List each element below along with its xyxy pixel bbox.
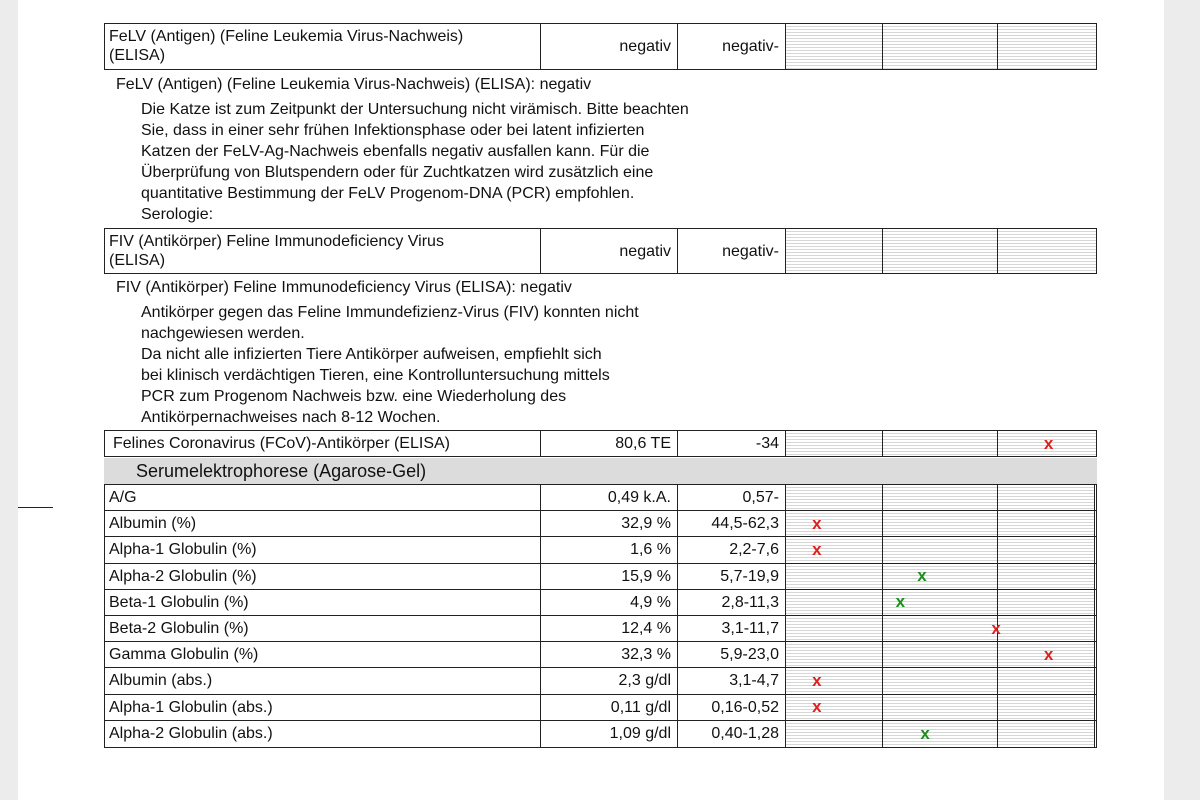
param-reference: 5,9-23,0 [678, 642, 786, 667]
test-name: Felines Coronavirus (FCoV)-Antikörper (ELISA) [105, 431, 541, 456]
test-reference: -34 [678, 431, 786, 456]
fiv-note-5: PCR zum Progenom Nachweis bzw. eine Wiederholung des [141, 388, 567, 405]
fiv-note-2: nachgewiesen werden. [141, 325, 305, 342]
range-bar-mid [883, 642, 998, 667]
param-value: 12,4 % [541, 616, 678, 641]
table-row [105, 564, 1096, 590]
felv-row [104, 23, 1097, 70]
range-bar-high [998, 590, 1095, 615]
range-bar-high [998, 537, 1095, 562]
test-name-line: FeLV (Antigen) (Feline Leukemia Virus-Nachweis) [109, 28, 464, 45]
fiv-note-3: Da nicht alle infizierten Tiere Antikörper aufweisen, empfiehlt sich [141, 346, 602, 363]
test-method: (ELISA) [109, 252, 166, 269]
param-reference: 2,2-7,6 [678, 537, 786, 562]
range-bar-mid [883, 668, 998, 693]
result-marker: x [812, 697, 822, 717]
param-name: Beta-2 Globulin (%) [105, 616, 541, 641]
result-marker: x [920, 723, 930, 743]
range-bar-mid [883, 511, 998, 536]
range-bar-high [998, 721, 1095, 747]
param-value: 4,9 % [541, 590, 678, 615]
param-reference: 0,40-1,28 [678, 721, 786, 747]
felv-summary: FeLV (Antigen) (Feline Leukemia Virus-Nachweis) (ELISA): negativ [116, 76, 592, 93]
param-name: Alpha-1 Globulin (%) [105, 537, 541, 562]
range-bar-low [786, 537, 883, 562]
test-reference: negativ- [678, 229, 786, 273]
range-bar-low [786, 695, 883, 720]
range-bar-high [998, 668, 1095, 693]
param-reference: 0,57- [678, 485, 786, 510]
test-name [105, 24, 541, 69]
fcov-row [104, 430, 1097, 457]
test-value: negativ [541, 229, 678, 273]
param-name: Albumin (%) [105, 511, 541, 536]
range-bar-low [786, 642, 883, 667]
param-name: Alpha-2 Globulin (%) [105, 564, 541, 589]
result-marker: x [812, 540, 822, 560]
param-value: 1,6 % [541, 537, 678, 562]
range-bar-mid [883, 564, 998, 589]
fiv-note-6: Antikörpernachweises nach 8-12 Wochen. [141, 409, 441, 426]
test-method: (ELISA) [109, 47, 166, 64]
table-row [105, 485, 1096, 511]
range-bar-high [998, 695, 1095, 720]
param-reference: 3,1-4,7 [678, 668, 786, 693]
range-bar-low [786, 511, 883, 536]
param-name: Beta-1 Globulin (%) [105, 590, 541, 615]
table-row [105, 721, 1096, 747]
result-marker: x [812, 671, 822, 691]
range-bar-mid [883, 24, 998, 69]
margin-dash [18, 507, 53, 508]
result-marker: x [1043, 644, 1054, 664]
table-row [105, 616, 1096, 642]
param-reference: 0,16-0,52 [678, 695, 786, 720]
table-row [105, 590, 1096, 616]
result-marker: x [991, 618, 1001, 638]
fiv-row [104, 228, 1097, 274]
range-bar-low [786, 616, 883, 641]
param-name: A/G [105, 485, 541, 510]
param-name: Albumin (abs.) [105, 668, 541, 693]
range-bar-low [786, 564, 883, 589]
range-bar-high [998, 485, 1095, 510]
range-bar-mid [883, 537, 998, 562]
range-bar-high [998, 564, 1095, 589]
result-marker: x [895, 592, 906, 612]
param-value: 15,9 % [541, 564, 678, 589]
range-bar-low [786, 485, 883, 510]
param-value: 2,3 g/dl [541, 668, 678, 693]
range-bar-high [998, 616, 1095, 641]
table-row [105, 668, 1096, 694]
test-name [105, 229, 541, 273]
felv-note-5: quantitative Bestimmung der FeLV Progenom-DNA (PCR) empfohlen. [141, 185, 635, 202]
range-bar-high [998, 431, 1096, 456]
range-bar-low [786, 590, 883, 615]
range-bar-mid [883, 229, 998, 273]
param-name: Gamma Globulin (%) [105, 642, 541, 667]
param-reference: 44,5-62,3 [678, 511, 786, 536]
param-value: 32,9 % [541, 511, 678, 536]
result-marker: x [917, 566, 927, 586]
result-marker: x [1043, 433, 1054, 453]
param-value: 0,49 k.A. [541, 485, 678, 510]
range-bar-low [786, 721, 883, 747]
param-name: Alpha-2 Globulin (abs.) [105, 721, 541, 747]
fiv-note-1: Antikörper gegen das Feline Immundefizienz-Virus (FIV) konnten nicht [141, 304, 639, 321]
range-bar-high [998, 24, 1096, 69]
range-bar-low [786, 24, 883, 69]
param-reference: 3,1-11,7 [678, 616, 786, 641]
param-value: 1,09 g/dl [541, 721, 678, 747]
fiv-summary: FIV (Antikörper) Feline Immunodeficiency Virus (ELISA): negativ [116, 279, 572, 296]
section-title: Serumelektrophorese (Agarose-Gel) [104, 458, 1097, 484]
felv-note-1: Die Katze ist zum Zeitpunkt der Untersuchung nicht virämisch. Bitte beachten [141, 101, 689, 118]
range-bar-mid [883, 485, 998, 510]
param-value: 0,11 g/dl [541, 695, 678, 720]
param-name: Alpha-1 Globulin (abs.) [105, 695, 541, 720]
param-reference: 5,7-19,9 [678, 564, 786, 589]
test-value: negativ [541, 24, 678, 69]
range-bar-mid [883, 616, 1001, 641]
range-bar-low [786, 431, 883, 456]
test-value: 80,6 TE [541, 431, 678, 456]
param-value: 32,3 % [541, 642, 678, 667]
felv-note-3: Katzen der FeLV-Ag-Nachweis ebenfalls negativ ausfallen kann. Für die [141, 143, 650, 160]
range-bar-low [786, 668, 883, 693]
range-bar-mid [883, 431, 998, 456]
range-bar-high [998, 229, 1096, 273]
range-bar-mid [883, 695, 998, 720]
range-bar-high [998, 511, 1095, 536]
electrophoresis-table [104, 484, 1097, 748]
range-bar-mid [883, 721, 998, 747]
felv-note-6: Serologie: [141, 206, 214, 223]
table-row [105, 642, 1096, 668]
table-row [105, 511, 1096, 537]
felv-note-2: Sie, dass in einer sehr frühen Infektionsphase oder bei latent infizierten [141, 122, 645, 139]
range-bar-low [786, 229, 883, 273]
test-reference: negativ- [678, 24, 786, 69]
fiv-note-4: bei klinisch verdächtigen Tieren, eine Kontrolluntersuchung mittels [141, 367, 610, 384]
test-name-line: FIV (Antikörper) Feline Immunodeficiency Virus [109, 233, 444, 250]
result-marker: x [812, 513, 822, 533]
table-row [105, 537, 1096, 563]
felv-note-4: Überprüfung von Blutspendern oder für Zuchtkatzen wird zusätzlich eine [141, 164, 654, 181]
table-row [105, 695, 1096, 721]
param-reference: 2,8-11,3 [678, 590, 786, 615]
